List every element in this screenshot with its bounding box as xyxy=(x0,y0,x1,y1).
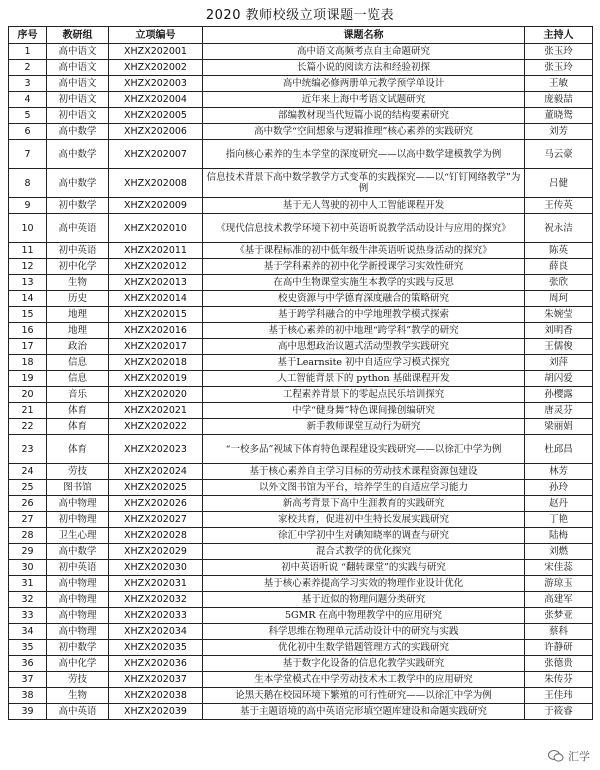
row-code: XHZX202003 xyxy=(109,76,203,92)
table-row xyxy=(9,214,593,243)
row-code: XHZX202028 xyxy=(109,528,203,544)
table-row xyxy=(9,198,593,214)
row-code: XHZX202021 xyxy=(109,403,203,419)
row-project-name: 基于核心素养提高学习实效的物理作业设计优化 xyxy=(203,576,525,592)
row-group: 高中语文 xyxy=(47,76,109,92)
row-code: XHZX202015 xyxy=(109,307,203,323)
row-number: 22 xyxy=(9,419,47,435)
row-number: 4 xyxy=(9,92,47,108)
row-number: 11 xyxy=(9,243,47,259)
table-row xyxy=(9,624,593,640)
row-project-name: 混合式教学的优化探究 xyxy=(203,544,525,560)
table-row xyxy=(9,291,593,307)
row-group: 体育 xyxy=(47,419,109,435)
table-row xyxy=(9,60,593,76)
row-code: XHZX202002 xyxy=(109,60,203,76)
row-code: XHZX202036 xyxy=(109,656,203,672)
row-code: XHZX202018 xyxy=(109,355,203,371)
row-project-name: 部编教材现当代短篇小说的结构要素研究 xyxy=(203,108,525,124)
header-name: 课题名称 xyxy=(203,27,525,44)
row-project-name: 基于近似的物理问题分类研究 xyxy=(203,592,525,608)
table-row xyxy=(9,387,593,403)
table-row xyxy=(9,544,593,560)
row-host: 张玉玲 xyxy=(525,44,593,60)
table-row xyxy=(9,656,593,672)
row-number: 36 xyxy=(9,656,47,672)
wechat-icon xyxy=(548,750,564,762)
row-group: 初中英语 xyxy=(47,243,109,259)
row-code: XHZX202032 xyxy=(109,592,203,608)
row-number: 16 xyxy=(9,323,47,339)
row-project-name: 基于核心素养自主学习目标的劳动技术课程资源包建设 xyxy=(203,464,525,480)
row-group: 高中物理 xyxy=(47,496,109,512)
row-host: 丁艳 xyxy=(525,512,593,528)
row-code: XHZX202034 xyxy=(109,624,203,640)
row-code: XHZX202029 xyxy=(109,544,203,560)
table-row xyxy=(9,124,593,140)
row-code: XHZX202012 xyxy=(109,259,203,275)
row-code: XHZX202020 xyxy=(109,387,203,403)
table-row xyxy=(9,140,593,169)
row-host: 王传英 xyxy=(525,198,593,214)
row-code: XHZX202004 xyxy=(109,92,203,108)
header-group: 教研组 xyxy=(47,27,109,44)
table-row xyxy=(9,44,593,60)
row-project-name: 长篇小说的阅读方法和经验初探 xyxy=(203,60,525,76)
row-project-name: 高中数学“空间想象与逻辑推理”核心素养的实践研究 xyxy=(203,124,525,140)
watermark-text: 汇学 xyxy=(568,750,590,763)
row-project-name: 5GMR 在高中物理教学中的应用研究 xyxy=(203,608,525,624)
table-row xyxy=(9,688,593,704)
row-group: 音乐 xyxy=(47,387,109,403)
row-number: 35 xyxy=(9,640,47,656)
row-host: 王儒俊 xyxy=(525,339,593,355)
row-project-name: 《基于课程标准的初中低年级牛津英语听说热身活动的探究》 xyxy=(203,243,525,259)
row-host: 吕健 xyxy=(525,169,593,198)
row-number: 29 xyxy=(9,544,47,560)
table-row xyxy=(9,560,593,576)
row-group: 初中化学 xyxy=(47,259,109,275)
row-group: 劳技 xyxy=(47,464,109,480)
row-group: 高中英语 xyxy=(47,214,109,243)
row-project-name: 徐汇中学初中生对碘知晓率的调查与研究 xyxy=(203,528,525,544)
row-project-name: 高中统编必修两册单元教学预学单设计 xyxy=(203,76,525,92)
row-project-name: 论黑天鹅在校园环境下繁殖的可行性研究——以徐汇中学为例 xyxy=(203,688,525,704)
row-number: 1 xyxy=(9,44,47,60)
row-group: 初中语文 xyxy=(47,92,109,108)
row-code: XHZX202038 xyxy=(109,688,203,704)
row-number: 39 xyxy=(9,704,47,720)
row-code: XHZX202035 xyxy=(109,640,203,656)
row-group: 生物 xyxy=(47,275,109,291)
projects-table xyxy=(8,26,593,720)
table-body xyxy=(9,44,593,720)
row-host: 董晓鸳 xyxy=(525,108,593,124)
row-host: 林芳 xyxy=(525,464,593,480)
row-host: 张德贵 xyxy=(525,656,593,672)
table-row xyxy=(9,76,593,92)
row-group: 高中数学 xyxy=(47,544,109,560)
row-group: 历史 xyxy=(47,291,109,307)
row-group: 体育 xyxy=(47,403,109,419)
row-number: 34 xyxy=(9,624,47,640)
table-header-row xyxy=(9,27,593,44)
header-no: 序号 xyxy=(9,27,47,44)
row-project-name: 《现代信息技术教学环境下初中英语听说教学活动设计与应用的探究》 xyxy=(203,214,525,243)
row-number: 23 xyxy=(9,435,47,464)
row-project-name: 基于主题语境的高中英语完形填空题库建设和命题实践研究 xyxy=(203,704,525,720)
row-code: XHZX202007 xyxy=(109,140,203,169)
row-number: 30 xyxy=(9,560,47,576)
row-number: 33 xyxy=(9,608,47,624)
table-row xyxy=(9,435,593,464)
row-code: XHZX202026 xyxy=(109,496,203,512)
row-group: 初中语文 xyxy=(47,108,109,124)
table-row xyxy=(9,92,593,108)
row-number: 8 xyxy=(9,169,47,198)
row-group: 高中数学 xyxy=(47,124,109,140)
row-project-name: 信息技术背景下高中数学教学方式变革的实践探究——以“钉钉网络教学”为例 xyxy=(203,169,525,198)
row-number: 7 xyxy=(9,140,47,169)
table-row xyxy=(9,640,593,656)
row-host: 朱婉莹 xyxy=(525,307,593,323)
row-project-name: 基于核心素养的初中地理“跨学科”教学的研究 xyxy=(203,323,525,339)
row-host: 朱传芬 xyxy=(525,672,593,688)
row-host: 祝永洁 xyxy=(525,214,593,243)
row-host: 张欣 xyxy=(525,275,593,291)
row-group: 高中语文 xyxy=(47,60,109,76)
row-host: 赵丹 xyxy=(525,496,593,512)
row-group: 高中语文 xyxy=(47,44,109,60)
row-host: 宋佳蕊 xyxy=(525,560,593,576)
row-code: XHZX202009 xyxy=(109,198,203,214)
table-row xyxy=(9,355,593,371)
row-number: 10 xyxy=(9,214,47,243)
row-group: 高中英语 xyxy=(47,704,109,720)
header-host: 主持人 xyxy=(525,27,593,44)
row-group: 高中物理 xyxy=(47,608,109,624)
row-number: 28 xyxy=(9,528,47,544)
row-group: 初中英语 xyxy=(47,560,109,576)
row-host: 张玉玲 xyxy=(525,60,593,76)
row-number: 18 xyxy=(9,355,47,371)
row-group: 高中物理 xyxy=(47,576,109,592)
row-code: XHZX202019 xyxy=(109,371,203,387)
row-group: 图书馆 xyxy=(47,480,109,496)
row-group: 高中物理 xyxy=(47,624,109,640)
row-project-name: 基于无人驾驶的初中人工智能课程开发 xyxy=(203,198,525,214)
row-project-name: 高中思想政治议题式活动型教学实践研究 xyxy=(203,339,525,355)
row-number: 21 xyxy=(9,403,47,419)
row-host: 于筱睿 xyxy=(525,704,593,720)
row-host: 刘萍 xyxy=(525,355,593,371)
row-number: 5 xyxy=(9,108,47,124)
row-code: XHZX202016 xyxy=(109,323,203,339)
row-host: 杜邱昌 xyxy=(525,435,593,464)
row-project-name: 工程素养背景下的零起点民乐培训探究 xyxy=(203,387,525,403)
row-number: 13 xyxy=(9,275,47,291)
table-row xyxy=(9,259,593,275)
table-row xyxy=(9,419,593,435)
table-row xyxy=(9,592,593,608)
row-code: XHZX202027 xyxy=(109,512,203,528)
row-code: XHZX202024 xyxy=(109,464,203,480)
row-group: 体育 xyxy=(47,435,109,464)
row-number: 15 xyxy=(9,307,47,323)
row-host: 蔡科 xyxy=(525,624,593,640)
table-row xyxy=(9,275,593,291)
row-code: XHZX202025 xyxy=(109,480,203,496)
row-number: 38 xyxy=(9,688,47,704)
row-host: 唐灵芬 xyxy=(525,403,593,419)
row-host: 王敏 xyxy=(525,76,593,92)
row-host: 陈英 xyxy=(525,243,593,259)
row-code: XHZX202023 xyxy=(109,435,203,464)
row-number: 24 xyxy=(9,464,47,480)
row-project-name: 校史资源与中学德育深度融合的策略研究 xyxy=(203,291,525,307)
row-code: XHZX202001 xyxy=(109,44,203,60)
row-number: 14 xyxy=(9,291,47,307)
row-code: XHZX202030 xyxy=(109,560,203,576)
row-number: 25 xyxy=(9,480,47,496)
row-number: 20 xyxy=(9,387,47,403)
row-code: XHZX202005 xyxy=(109,108,203,124)
row-code: XHZX202017 xyxy=(109,339,203,355)
row-host: 庞毅喆 xyxy=(525,92,593,108)
row-number: 17 xyxy=(9,339,47,355)
row-code: XHZX202008 xyxy=(109,169,203,198)
table-row xyxy=(9,672,593,688)
row-host: 刘燃 xyxy=(525,544,593,560)
row-code: XHZX202037 xyxy=(109,672,203,688)
table-row xyxy=(9,307,593,323)
row-group: 信息 xyxy=(47,371,109,387)
row-project-name: 人工智能背景下的 python 基础课程开发 xyxy=(203,371,525,387)
table-row xyxy=(9,528,593,544)
table-row xyxy=(9,371,593,387)
table-row xyxy=(9,608,593,624)
row-code: XHZX202039 xyxy=(109,704,203,720)
row-project-name: 新手教师课堂互动行为研究 xyxy=(203,419,525,435)
row-host: 孙樱露 xyxy=(525,387,593,403)
table-row xyxy=(9,323,593,339)
row-project-name: 近年来上海中考语文试题研究 xyxy=(203,92,525,108)
row-project-name: 生本学堂模式在中学劳动技术木工教学中的应用研究 xyxy=(203,672,525,688)
row-host: 孙玲 xyxy=(525,480,593,496)
row-project-name: 以外文图书馆为平台，培养学生的自适应学习能力 xyxy=(203,480,525,496)
row-host: 刘芳 xyxy=(525,124,593,140)
watermark xyxy=(548,748,590,764)
row-project-name: 新高考背景下高中生涯教育的实践研究 xyxy=(203,496,525,512)
row-project-name: “一校多品”视域下体育特色课程建设实践研究——以徐汇中学为例 xyxy=(203,435,525,464)
row-number: 2 xyxy=(9,60,47,76)
row-project-name: 指向核心素养的生本学堂的深度研究——以高中数学建模教学为例 xyxy=(203,140,525,169)
row-host: 周珂 xyxy=(525,291,593,307)
row-project-name: 中学“健身舞”特色课间操创编研究 xyxy=(203,403,525,419)
row-project-name: 家校共育，促进初中生特长发展实践研究 xyxy=(203,512,525,528)
row-code: XHZX202033 xyxy=(109,608,203,624)
row-group: 信息 xyxy=(47,355,109,371)
row-number: 27 xyxy=(9,512,47,528)
row-code: XHZX202014 xyxy=(109,291,203,307)
row-group: 高中化学 xyxy=(47,656,109,672)
page-title: 2020 教师校级立项课题一览表 xyxy=(205,8,395,23)
row-host: 马云豪 xyxy=(525,140,593,169)
table-row xyxy=(9,576,593,592)
row-number: 19 xyxy=(9,371,47,387)
row-group: 卫生心理 xyxy=(47,528,109,544)
row-number: 6 xyxy=(9,124,47,140)
row-number: 31 xyxy=(9,576,47,592)
row-host: 胡闪爱 xyxy=(525,371,593,387)
table-row xyxy=(9,704,593,720)
row-host: 薛良 xyxy=(525,259,593,275)
row-project-name: 基于数字化设备的信息化教学实践研究 xyxy=(203,656,525,672)
row-host: 许静研 xyxy=(525,640,593,656)
header-code: 立项编号 xyxy=(109,27,203,44)
table-row xyxy=(9,169,593,198)
row-host: 梁丽娟 xyxy=(525,419,593,435)
row-project-name: 基于跨学科融合的中学地理教学模式探索 xyxy=(203,307,525,323)
row-number: 3 xyxy=(9,76,47,92)
row-project-name: 优化初中生数学错题管理方式的实践研究 xyxy=(203,640,525,656)
row-number: 32 xyxy=(9,592,47,608)
table-row xyxy=(9,512,593,528)
row-host: 高建军 xyxy=(525,592,593,608)
table-row xyxy=(9,464,593,480)
row-code: XHZX202010 xyxy=(109,214,203,243)
row-number: 26 xyxy=(9,496,47,512)
row-group: 初中物理 xyxy=(47,512,109,528)
row-number: 12 xyxy=(9,259,47,275)
row-code: XHZX202006 xyxy=(109,124,203,140)
row-group: 初中数学 xyxy=(47,640,109,656)
row-project-name: 初中英语听说 “翻转课堂”的实践与研究 xyxy=(203,560,525,576)
row-code: XHZX202013 xyxy=(109,275,203,291)
row-host: 张梦亚 xyxy=(525,608,593,624)
table-row xyxy=(9,108,593,124)
table-row xyxy=(9,480,593,496)
table-row xyxy=(9,339,593,355)
row-number: 37 xyxy=(9,672,47,688)
table-row xyxy=(9,403,593,419)
row-group: 高中物理 xyxy=(47,592,109,608)
row-group: 初中数学 xyxy=(47,198,109,214)
row-host: 王佳玮 xyxy=(525,688,593,704)
table-row xyxy=(9,496,593,512)
row-group: 劳技 xyxy=(47,672,109,688)
row-project-name: 高中语文高频考点自主命题研究 xyxy=(203,44,525,60)
row-group: 高中数学 xyxy=(47,140,109,169)
row-group: 高中数学 xyxy=(47,169,109,198)
row-code: XHZX202022 xyxy=(109,419,203,435)
row-group: 地理 xyxy=(47,307,109,323)
row-code: XHZX202031 xyxy=(109,576,203,592)
row-group: 地理 xyxy=(47,323,109,339)
row-code: XHZX202011 xyxy=(109,243,203,259)
row-group: 政治 xyxy=(47,339,109,355)
row-host: 刘明香 xyxy=(525,323,593,339)
row-project-name: 基于学科素养的初中化学新授课学习实效性研究 xyxy=(203,259,525,275)
row-project-name: 科学思维在物理单元活动设计中的研究与实践 xyxy=(203,624,525,640)
row-project-name: 在高中生物课堂实施生本教学的实践与反思 xyxy=(203,275,525,291)
row-group: 生物 xyxy=(47,688,109,704)
row-project-name: 基于Learnsite 初中自适应学习模式探究 xyxy=(203,355,525,371)
row-host: 游琼玉 xyxy=(525,576,593,592)
row-host: 陆梅 xyxy=(525,528,593,544)
row-number: 9 xyxy=(9,198,47,214)
table-row xyxy=(9,243,593,259)
